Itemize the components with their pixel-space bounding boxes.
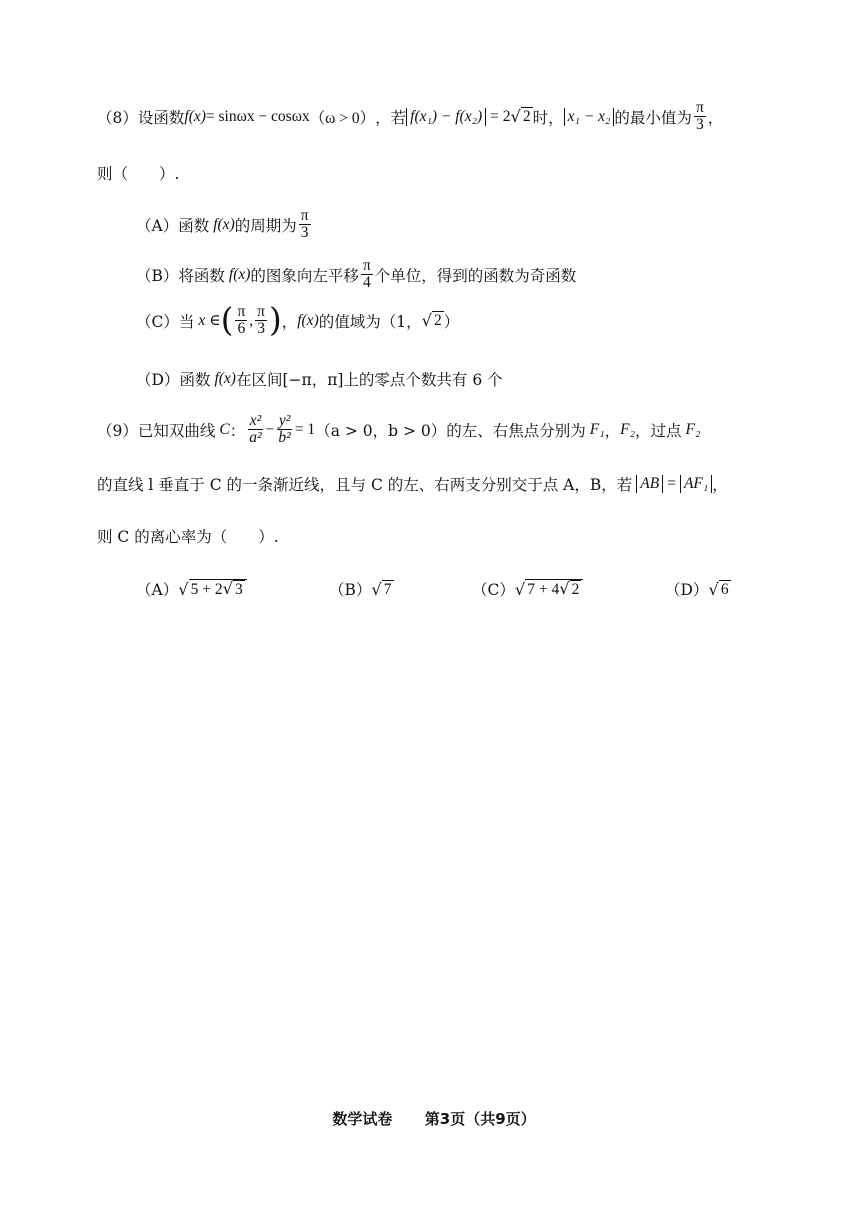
q8-c-t4: ） [443,312,460,331]
q8-cond: （ω > 0） [309,109,376,127]
q9-colon: ： [229,421,246,440]
q8-c-open-paren: ( [220,301,234,340]
q8-b-label: （B） [136,266,179,285]
q8-b-t1: 将函数 [178,266,225,285]
q9-a-sqrt: √ 5 + 2 √ 3 [178,579,247,599]
q8-a-num: π [300,207,309,224]
q9-fraction-y [276,413,292,447]
q8-b-t2: 的图象向左平移 [250,266,359,285]
q9-lead: 已知双曲线 [137,421,216,440]
q9-b-sqrt: √ 7 [371,579,392,599]
q8-c-label: （C） [136,312,179,331]
q9-d-val: 6 [720,580,729,598]
q9-a-outer: 5 + 2 [190,581,223,599]
q9-stem-line1 [97,413,700,447]
q9-stem-line2 [97,473,728,495]
q8-c-n1: π [237,303,246,320]
q8-b-fraction [361,258,373,292]
q9-option-c [472,578,583,600]
q8-c-x: x [198,311,206,329]
q9-option-b [329,578,394,600]
q8-a-t2: 的周期为 [234,216,297,235]
q9-b-label: （B） [329,581,372,599]
q9-c-sqrt: √ 7 + 4 √ 2 [515,579,584,599]
q8-if: ，若 [375,108,407,127]
q8-def: = sinωx − cosωx [205,107,310,125]
q9-c-outer: 7 + 4 [527,581,560,599]
q8-c-t2: ， [281,312,298,331]
q8-a-fx: f(x) [213,215,235,233]
q8-fx: f(x) [184,107,206,125]
q8-a-fraction [299,208,311,242]
q8-frac-den: 3 [695,116,704,134]
q8-c-t3: 的值域为（1， [318,312,422,331]
q9-abs-af1: AF₁ [680,475,712,493]
q9-a-inner: 3 [234,581,243,599]
q8-b-t3: 个单位，得到的函数为奇函数 [374,266,577,285]
q8-b-fx: f(x) [228,265,251,283]
q8-abs-x: x₁ − x₂ [564,108,615,126]
q8-option-d [136,368,503,390]
q9-option-a [136,578,247,600]
q9-a-label: （A） [136,581,179,599]
q8-fraction [694,100,706,134]
q8-abs-expr: f(x₁) − f(x₂) [406,108,486,126]
q9-a-inner-sqrt: √ 3 [222,579,243,599]
q8-b-num: π [362,257,371,274]
q8-number: （8） [97,108,138,127]
q8-c-d2: 3 [257,320,265,338]
q9-b-val: 7 [383,580,392,598]
q8-a-den: 3 [300,224,309,242]
q8-c-in: ∈ [209,312,221,330]
q8-when: 时， [532,108,564,127]
q8-comma: ， [707,108,724,127]
q9-line3: 则 C 的离心率为（ ）. [97,528,279,546]
q9-stem-line3 [97,525,279,547]
q8-b-den: 4 [362,274,371,292]
q8-min-text: 的最小值为 [614,108,692,127]
q9-d-label: （D） [665,581,709,599]
q9-option-d [665,578,731,600]
q9-a-den: a² [249,429,262,447]
q9-b-den: b² [278,429,291,447]
q8-sqrt: √ 2 [510,107,531,127]
q8-c-t1: 当 [178,312,195,331]
q9-x-num: x² [249,412,262,429]
q8-stem-line1 [97,100,723,134]
q8-d-fx: f(x) [214,370,236,387]
q9-eq2: = [667,475,676,492]
q8-stem-line2 [97,162,179,184]
q9-d-sqrt: √ 6 [708,579,729,599]
q9-abs-ab: AB [636,475,663,493]
q9-f2-b: F₂ [685,420,701,438]
page-footer [0,1108,868,1129]
q9-end2: ， [712,476,728,494]
q8-d-t1: 函数 [179,371,211,389]
q8-c-d1: 6 [237,320,246,338]
q9-y-num: y² [278,412,291,429]
q9-cond: （a > 0，b > 0）的左、右焦点分别为 [315,421,586,440]
q8-a-label: （A） [136,216,179,235]
q9-c-inner-sqrt: √ 2 [559,579,580,599]
q8-then: 则（ ）. [97,165,180,183]
q8-eq: = 2 [490,107,511,125]
q8-c-n2: π [257,303,265,320]
q8-c-fraction-1 [235,304,247,338]
q9-minus: − [265,420,275,438]
q8-c-sep: , [249,311,254,329]
q9-fraction-x [247,413,263,447]
q9-c-label: （C） [472,581,515,599]
q9-f1: F₁ [589,420,605,438]
q9-number: （9） [97,421,138,440]
q9-sep: ， [604,421,621,440]
q8-d-t2: 在区间[−π，π]上的零点个数共有 6 个 [235,371,503,389]
q8-c-fx: f(x) [297,311,319,329]
q9-f2: F₂ [620,420,635,438]
footer-page-number: 第3页（共9页） [424,1110,536,1128]
q8-sqrt-value: 2 [522,108,531,126]
q8-c-close-paren: ) [269,301,282,340]
q8-a-t1: 函数 [178,216,210,235]
q8-d-label: （D） [136,371,180,389]
q8-frac-num: π [695,99,704,116]
q9-line2: 的直线 l 垂直于 C 的一条渐近线，且与 C 的左、右两支分别交于点 A，B，若 [97,476,633,494]
q8-option-a [136,208,313,242]
q9-pass: ，过点 [635,421,682,440]
q8-c-sqrt-value: 2 [433,312,442,330]
q9-c-inner: 2 [571,581,580,599]
q8-option-b [136,258,576,292]
q8-c-fraction-2 [255,304,267,338]
q8-lead: 设函数 [137,108,185,127]
q9-curve-c: C [219,420,230,438]
q9-eq1: = 1 [294,420,316,438]
q8-option-c [136,301,460,340]
q8-c-sqrt: √ 2 [421,311,442,331]
footer-subject: 数学试卷 [332,1110,393,1128]
